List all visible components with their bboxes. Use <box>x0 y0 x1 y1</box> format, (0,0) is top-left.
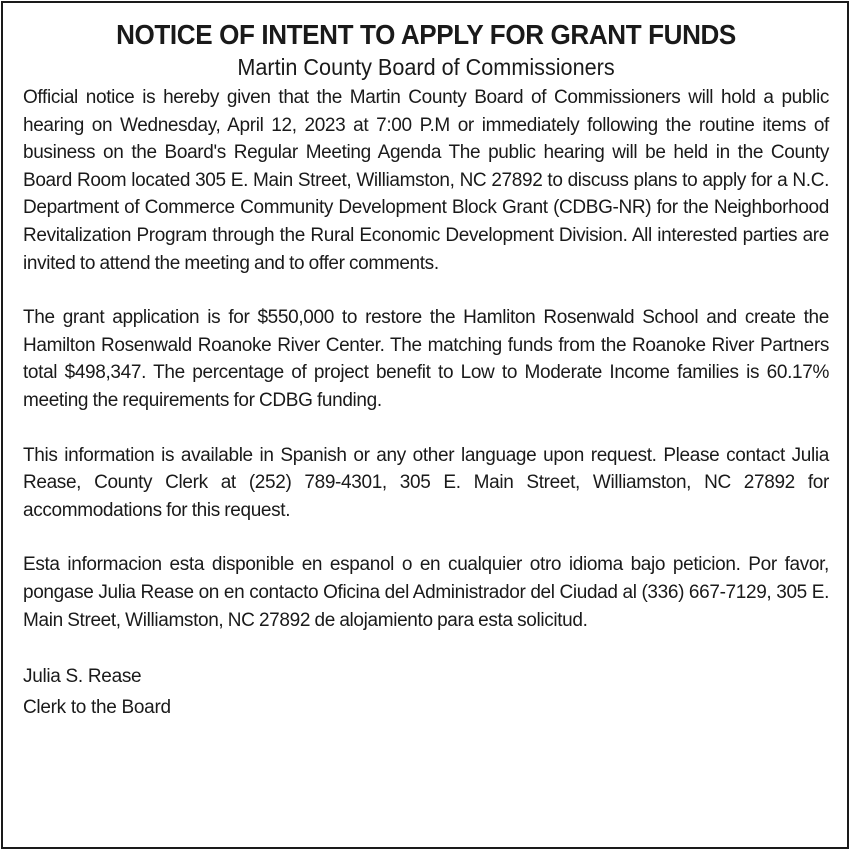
paragraph-grant-application: The grant application is for $550,000 to restore the Hamliton Rosenwald School and create the Hamilton Rosenwald Roanoke River Center. The matching funds from the Roanoke River Partners total $498,347. The percentage of project benefit to Low to Moderate Income families is 60.17% meeting the requirements for CDBG funding. <box>23 307 829 411</box>
paragraph-spanish-notice: Esta informacion esta disponible en espanol o en cualquier otro idioma bajo peticion. Por favor, pongase Julia Rease on en contacto Oficina del Administrador del Ciudad al (336) 667-7129, 305 E. Main Street, Williamston, NC 27892 de alojamiento para esta solicitud. <box>23 554 829 631</box>
paragraph-hearing: Official notice is hereby given that the Martin County Board of Commissioners will hold a public hearing on Wednesday, April 12, 2023 at 7:00 P.M or immediately following the routine items of business on the Board's Regular Meeting Agenda The public hearing will be held in the County Board Room located 305 E. Main Street, Williamston, NC 27892 to discuss plans to apply for a N.C. Department of Commerce Community Development Block Grant (CDBG-NR) for the Neighborhood Revitalization Program through the Rural Economic Development Division. All interested parties are invited to attend the meeting and to offer comments. <box>23 87 829 274</box>
notice-box <box>1 1 849 849</box>
notice-subtitle: Martin County Board of Commissioners <box>237 54 615 80</box>
paragraph-language-availability: This information is available in Spanish or any other language upon request. Please contact Julia Rease, County Clerk at (252) 789-4301, 305 E. Main Street, Williamston, NC 27892 for accommodations for this request. <box>23 444 829 521</box>
notice-title: NOTICE OF INTENT TO APPLY FOR GRANT FUNDS <box>116 19 736 50</box>
signature-block <box>23 661 829 723</box>
signature-name: Julia S. Rease <box>23 666 142 688</box>
signature-title: Clerk to the Board <box>23 697 171 719</box>
